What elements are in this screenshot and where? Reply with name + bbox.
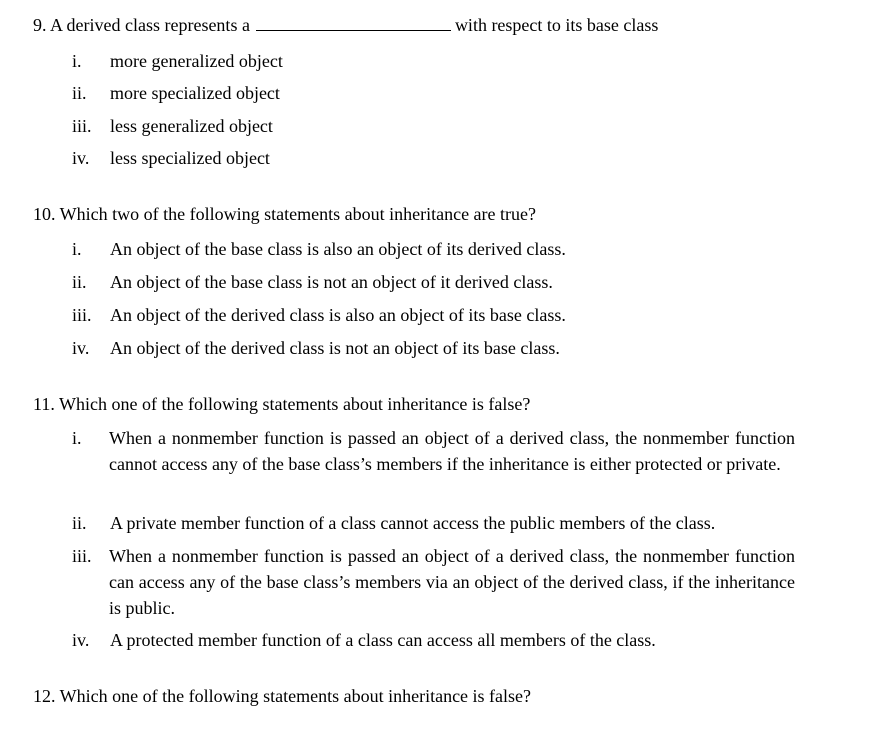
question-10-option bbox=[72, 302, 566, 328]
option-number: iv. bbox=[72, 338, 90, 358]
question-12-stem: 12. Which one of the following statements about inheritance is false? bbox=[33, 686, 532, 706]
option-text: An object of the base class is not an object of it derived class. bbox=[110, 272, 553, 292]
option-number: iii. bbox=[72, 305, 92, 325]
question-10-option bbox=[72, 335, 560, 361]
question-9-option bbox=[72, 48, 283, 74]
question-10-stem: 10. Which two of the following statements about inheritance are true? bbox=[33, 204, 537, 224]
question-11-option bbox=[72, 510, 715, 536]
option-text: When a nonmember function is passed an object of a derived class, the nonmember function can access any of the base class’s members via an object of the derived class, if the inheritance is public. bbox=[109, 546, 795, 618]
option-text: An object of the derived class is also an object of its base class. bbox=[110, 305, 566, 325]
question-11-option bbox=[72, 425, 110, 451]
question-11-option bbox=[72, 627, 656, 653]
option-text: When a nonmember function is passed an object of a derived class, the nonmember function cannot access any of the base class’s members if the inheritance is either protected or private. bbox=[109, 428, 795, 474]
option-number: i. bbox=[72, 239, 82, 259]
answer-blank bbox=[256, 12, 451, 31]
question-11-option bbox=[72, 543, 110, 569]
option-number: ii. bbox=[72, 513, 87, 533]
option-text: A protected member function of a class can access all members of the class. bbox=[110, 630, 656, 650]
question-9-option bbox=[72, 113, 273, 139]
option-number: i. bbox=[72, 51, 82, 71]
option-text: less specialized object bbox=[110, 148, 270, 168]
option-number: ii. bbox=[72, 83, 87, 103]
option-text: A private member function of a class cannot access the public members of the class. bbox=[110, 513, 716, 533]
option-number: iv. bbox=[72, 630, 90, 650]
option-text: An object of the derived class is not an object of its base class. bbox=[110, 338, 560, 358]
question-9-stem bbox=[33, 12, 658, 38]
question-10-option bbox=[72, 269, 553, 295]
option-text: less generalized object bbox=[110, 116, 273, 136]
question-9-stem-after: with respect to its base class bbox=[454, 15, 659, 35]
option-number: iv. bbox=[72, 148, 90, 168]
option-text: An object of the base class is also an object of its derived class. bbox=[110, 239, 566, 259]
question-9-option bbox=[72, 80, 280, 106]
question-9-stem-before: 9. A derived class represents a bbox=[33, 15, 250, 35]
option-text: more generalized object bbox=[110, 51, 283, 71]
option-text: more specialized object bbox=[110, 83, 280, 103]
question-9-option bbox=[72, 145, 270, 171]
question-10-option bbox=[72, 236, 566, 262]
option-number: ii. bbox=[72, 272, 87, 292]
question-11-stem: 11. Which one of the following statements about inheritance is false? bbox=[33, 394, 531, 414]
option-number: iii. bbox=[72, 116, 92, 136]
option-number: iii. bbox=[72, 546, 92, 566]
option-number: i. bbox=[72, 428, 82, 448]
